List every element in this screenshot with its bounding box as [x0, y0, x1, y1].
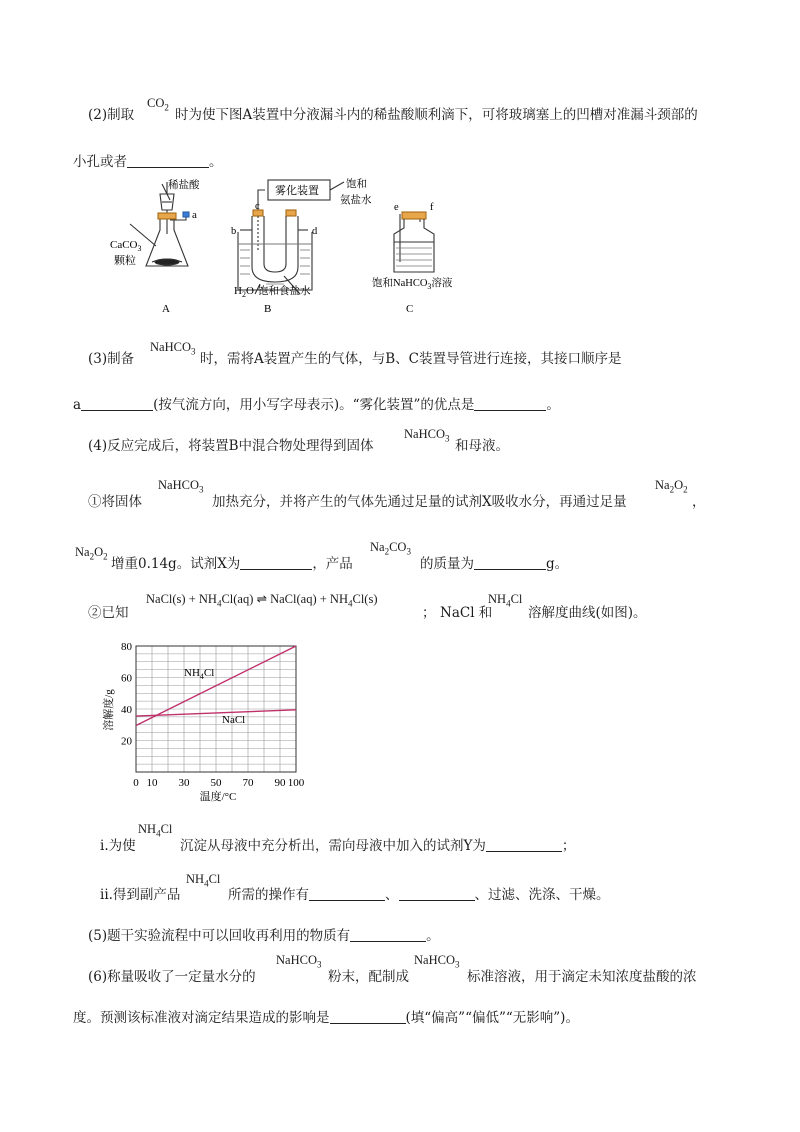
- q4-1-line2: 增重0.14g。试剂X为 ，产品: [111, 556, 353, 572]
- recycle-blank[interactable]: [350, 928, 426, 942]
- q6-label: (6)称量吸收了一定量水分的: [88, 969, 256, 985]
- q4-2-text2: 溶解度曲线(如图)。: [528, 605, 647, 621]
- y-tick-label: 80: [121, 641, 132, 653]
- apparatus-figure: [100, 172, 520, 322]
- reagent-y-blank[interactable]: [486, 838, 562, 852]
- x-tick-label: 50: [210, 777, 222, 789]
- label-saturated: 饱和: [346, 179, 367, 190]
- x-tick-label: 90: [274, 777, 286, 789]
- q2-line2: 小孔或者 。: [73, 154, 223, 170]
- qii-formula: $NH_4Cl$: [186, 872, 221, 889]
- x-tick-label: 10: [146, 777, 158, 789]
- y-axis-label: 溶解度/g: [103, 689, 115, 731]
- qii-text: 所需的操作有 、 、过滤、洗涤、干燥。: [228, 887, 610, 903]
- label-dilute-hcl: 稀盐酸: [168, 180, 200, 191]
- mass-blank[interactable]: [474, 556, 546, 570]
- solubility-chart: [100, 640, 310, 805]
- x-axis-label: 温度/°C: [199, 791, 237, 803]
- operation-1-blank[interactable]: [309, 887, 385, 901]
- port-e: e: [394, 202, 399, 213]
- nh4cl-series-label: $NH_4Cl$: [184, 667, 215, 681]
- q6-formula: NaHCO$_3$: [276, 953, 322, 970]
- label-b: B: [264, 303, 272, 315]
- label-caco3: CaCO$_3$: [110, 239, 142, 253]
- nacl-series-label: NaCl: [222, 714, 246, 726]
- label-atomizer: 雾化装置: [275, 185, 319, 197]
- q4-1-label: ①将固体: [88, 494, 142, 510]
- q4-2-formula: $NH_4Cl$: [488, 592, 523, 609]
- q4-1-comma: ，: [692, 494, 706, 510]
- q3-formula: NaHCO$_3$: [150, 340, 196, 357]
- q6-formula-2: NaHCO$_3$: [414, 953, 460, 970]
- q4-2-text: NaCl 和: [440, 605, 493, 621]
- qi-formula: $NH_4Cl$: [138, 822, 173, 839]
- q4-2-semicolon: ；: [422, 605, 436, 621]
- q5-text: (5)题干实验流程中可以回收再利用的物质有 。: [88, 928, 440, 944]
- port-d: d: [312, 226, 318, 237]
- q3-advantage-blank[interactable]: [474, 397, 546, 411]
- qi-text: 沉淀从母液中充分析出，需向母液中加入的试剂Y为 ；: [180, 838, 576, 854]
- label-brine: 饱和食盐水: [258, 286, 311, 297]
- qi-label: i.为使: [100, 838, 136, 854]
- effect-blank[interactable]: [330, 1010, 406, 1024]
- q2-label: (2)制取: [88, 107, 135, 123]
- port-c: c: [255, 201, 260, 212]
- label-granules: 颗粒: [114, 255, 136, 267]
- equilibrium-equation: NaCl(s) + $NH_4Cl(aq)$ ⇌ NaCl(aq) + $NH_4Cl(s)$: [146, 592, 378, 609]
- q6-text1: 粉末，配制成: [328, 969, 409, 985]
- q3-text: 时，需将A装置产生的气体，与B、C装置导管进行连接，其接口顺序是: [200, 351, 622, 367]
- q2-text: 时为使下图A装置中分液漏斗内的稀盐酸顺利滴下，可将玻璃塞上的凹槽对准漏斗颈部的: [175, 107, 698, 123]
- reagent-x-blank[interactable]: [240, 556, 312, 570]
- x-tick-label: 70: [242, 777, 254, 789]
- q2-answer-blank[interactable]: [127, 154, 209, 168]
- q4-1-text: 加热充分，并将产生的气体先通过足量的试剂X吸收水分，再通过足量: [212, 494, 627, 510]
- port-f: f: [430, 202, 434, 213]
- q4-2-label: ②已知: [88, 605, 129, 621]
- q4-formula: NaHCO$_3$: [404, 427, 450, 444]
- q3-order-blank[interactable]: [81, 397, 153, 411]
- label-a: A: [162, 303, 170, 315]
- qii-label: ii.得到副产品: [100, 887, 181, 903]
- y-tick-label: 60: [121, 672, 132, 685]
- q4-1-line2-end: 的质量为 g。: [420, 556, 569, 572]
- q4-1-na2o2-line2: $Na_2O_2$: [75, 545, 108, 562]
- q4-1-formula: NaHCO$_3$: [158, 478, 204, 495]
- label-ammonia-brine: 氨盐水: [340, 195, 372, 206]
- q4-text: 和母液。: [455, 438, 509, 454]
- q4-1-na2o2: $Na_2O_2$: [655, 478, 688, 495]
- x-tick-label: 0: [133, 777, 139, 789]
- y-tick-label: 20: [121, 735, 132, 748]
- q4-label: (4)反应完成后，将装置B中混合物处理得到固体: [88, 438, 374, 454]
- q3-line2: a (按气流方向，用小写字母表示)。“雾化装置”的优点是 。: [73, 397, 560, 413]
- port-b: b: [231, 226, 237, 237]
- x-tick-label: 30: [178, 777, 190, 789]
- q6-text2: 标准溶液，用于滴定未知浓度盐酸的浓: [467, 969, 697, 985]
- operation-2-blank[interactable]: [399, 887, 475, 901]
- q6-line2: 度。预测该标准液对滴定结果造成的影响是 (填“偏高”“偏低”“无影响”)。: [73, 1010, 579, 1026]
- y-tick-label: 40: [121, 704, 132, 716]
- x-tick-label: 100: [287, 777, 305, 789]
- port-a: a: [192, 209, 197, 221]
- label-water: $H_2O$: [234, 285, 254, 299]
- label-c: C: [406, 303, 414, 315]
- label-nahco3-solution: 饱和NaHCO$_3$溶液: [372, 278, 453, 291]
- q2-formula: $CO_2$: [147, 96, 169, 113]
- q4-1-na2co3: $Na_2CO_3$: [370, 540, 411, 557]
- q3-label: (3)制备: [88, 351, 135, 367]
